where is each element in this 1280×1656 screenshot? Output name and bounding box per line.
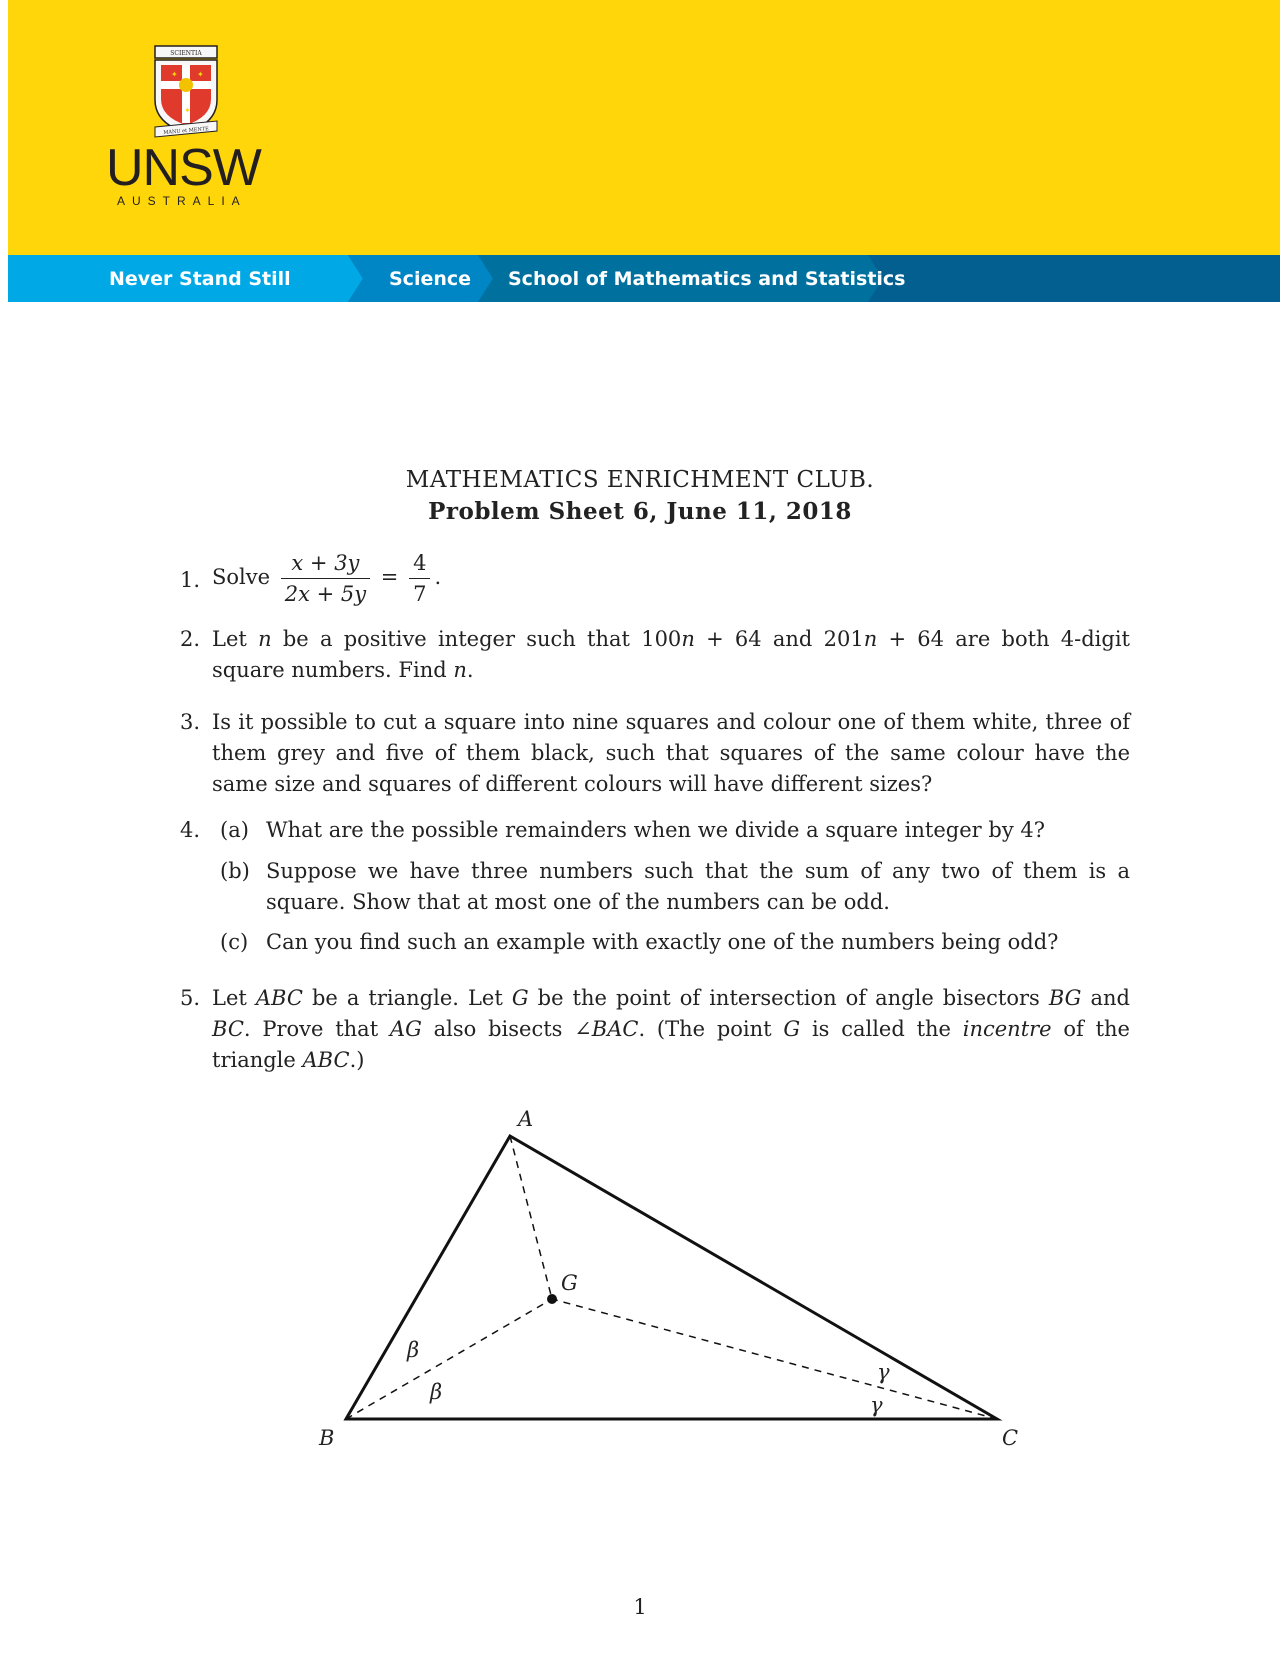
label-b: B xyxy=(319,1426,335,1450)
part-label: (a) xyxy=(220,818,249,842)
rhs-numerator: 4 xyxy=(409,548,430,579)
rhs-denominator: 7 xyxy=(413,582,427,606)
fraction-denominator: 2x + 5y xyxy=(284,582,367,606)
banner-school: School of Mathematics and Statistics xyxy=(508,268,906,290)
part-label: (b) xyxy=(220,859,250,883)
problem-body: Let n be a positive integer such that 100n + 64 and 201n + 64 are both 4-digit square numbers. Find n. xyxy=(212,627,1130,682)
bisector-ag xyxy=(510,1136,552,1299)
problem-number: 4. xyxy=(180,818,201,842)
crest-motto-ribbon: MANU et MENTE xyxy=(163,126,210,136)
problem-body: Is it possible to cut a square into nine squares and colour one of them white, three of them grey and five of them black, such that squares of the same colour have the same size and squares of different colours will have different sizes? xyxy=(212,710,1130,796)
angle-beta-upper: β xyxy=(407,1338,420,1362)
part-text: Can you find such an example with exactly one of the numbers being odd? xyxy=(266,930,1059,954)
banner-science: Science xyxy=(389,268,472,290)
angle-gamma-lower: γ xyxy=(870,1393,883,1417)
unsw-logo-wordmark: UNSW xyxy=(106,139,261,197)
svg-text:✦: ✦ xyxy=(184,106,191,115)
part-text: Suppose we have three numbers such that the sum of any two of them is a square. Show that at most one of the numbers can be odd. xyxy=(266,859,1130,914)
triangle-abc xyxy=(346,1136,997,1419)
part-label: (c) xyxy=(220,930,249,954)
unsw-logo-subtitle: AUSTRALIA xyxy=(117,194,247,208)
problem-1-lead: Solve xyxy=(212,565,271,589)
problem-number: 5. xyxy=(180,986,201,1010)
title-line-1: MATHEMATICS ENRICHMENT CLUB. xyxy=(405,467,875,493)
incentre-point xyxy=(547,1294,557,1304)
angle-beta-lower: β xyxy=(430,1380,443,1404)
label-a: A xyxy=(518,1107,534,1131)
problem-number: 2. xyxy=(180,627,201,651)
angle-gamma-upper: γ xyxy=(877,1360,890,1384)
crest-motto-top: SCIENTIA xyxy=(170,50,202,57)
svg-text:✦: ✦ xyxy=(171,70,178,79)
bisector-bg xyxy=(346,1299,552,1419)
problem-body: Solve $\frac{x + 3y}{2x + 5y}$ = $\frac{4}{7}$ . xyxy=(212,548,1130,609)
fraction-numerator: x + 3y xyxy=(291,551,360,575)
label-g: G xyxy=(561,1271,578,1295)
bisector-cg xyxy=(552,1299,997,1419)
svg-text:✦: ✦ xyxy=(197,70,204,79)
part-text: What are the possible remainders when we divide a square integer by 4? xyxy=(266,818,1045,842)
problem-number: 1. xyxy=(180,568,201,592)
problem-number: 3. xyxy=(180,710,201,734)
page-number: 1 xyxy=(633,1595,647,1619)
banner-never-stand-still: Never Stand Still xyxy=(109,268,291,290)
label-c: C xyxy=(1002,1426,1019,1450)
equals-sign: = xyxy=(380,565,399,589)
title-line-2: Problem Sheet 6, June 11, 2018 xyxy=(428,498,852,525)
problem-body: Let ABC be a triangle. Let G be the point of intersection of angle bisectors BG and BC. Prove that AG also bisects ∠BAC. (The point G is called the incentre of the triangle ABC.) xyxy=(212,986,1130,1072)
